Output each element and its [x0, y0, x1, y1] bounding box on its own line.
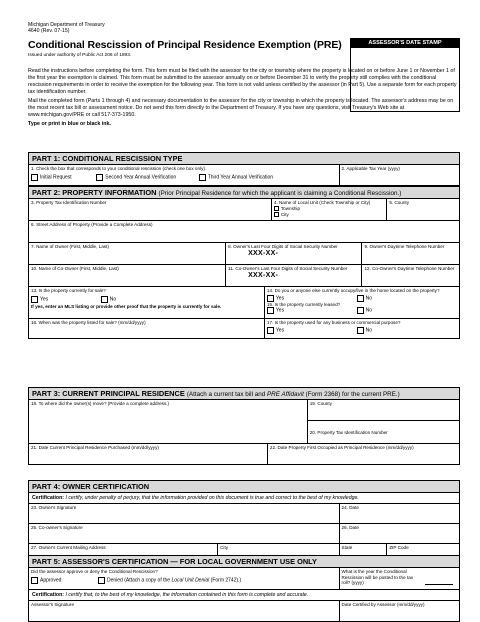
- approved-checkbox[interactable]: [31, 577, 38, 584]
- instructions-p1: Read the instructions before completing the form. This form must be filed with the assessor for the city or township where the property is located on or before June 1 or November 1 of the first year the exemption is claimed. This form must be submitted to the assessor annually on or before December 31 to verify the property still complies with the conditional rescission requirements in order to receive the exemption for the following year. This form is not valid unless certified by the assessor (in Part 5). Use a separate form for each property tax identification number.: [28, 68, 457, 95]
- q16-label: 16. When was the property listed for sale? (mm/dd/yyyy): [31, 320, 146, 325]
- q17-yes-label: Yes: [275, 327, 285, 333]
- tax-roll-year-label: What is the year the Conditional Rescission will be posted to the tax roll? (yyyy): [341, 569, 414, 585]
- q15-yes-checkbox[interactable]: [267, 307, 274, 314]
- q7-label: 7. Name of Owner (First, Middle, Last): [31, 244, 109, 249]
- part5-certification: [29, 590, 459, 601]
- q23-label: 23. Owner's Signature: [31, 505, 77, 510]
- q10-coowner-name-field[interactable]: [29, 265, 226, 286]
- assessor-decision-cell: [29, 568, 340, 589]
- q3-property-id-field[interactable]: [29, 199, 272, 220]
- q27-zip-label: ZIP Code: [389, 545, 409, 550]
- part3-subtitle-italic: PRE Affidavit: [266, 391, 304, 398]
- q11-ssn-prefix: XXX-XX-: [248, 271, 279, 279]
- form-number: 4640 (Rev. 07-15): [28, 28, 70, 34]
- instructions-p3: Type or print in blue or black ink.: [28, 121, 111, 127]
- part5-cert-text: I certify that, to the best of my knowledge, the information contained in this form is complete and accurate.: [64, 592, 309, 598]
- third-year-label: Third Year Annual Verification: [207, 174, 274, 180]
- q9-owner-phone-field[interactable]: [362, 243, 459, 264]
- q9-label: 9. Owner's Daytime Telephone Number: [364, 244, 445, 249]
- q14-q15-cell: [265, 287, 459, 318]
- q17-no-label: No: [365, 327, 373, 333]
- q14-yes-checkbox[interactable]: [267, 295, 274, 302]
- tax-roll-year-field[interactable]: [340, 568, 459, 589]
- q22-date-occupied-field[interactable]: [268, 444, 459, 464]
- denied-label-a: Denied (Attach a copy of the: [106, 577, 172, 583]
- part1-section: [28, 152, 460, 186]
- q2-tax-year-field[interactable]: [340, 165, 459, 185]
- q11-coowner-ssn-field[interactable]: [226, 265, 362, 286]
- part2-title-text: PART 2: PROPERTY INFORMATION: [32, 188, 157, 197]
- q1-cell: [29, 165, 340, 185]
- authority-note: Issued under authority of Public Act 206 of 1893.: [28, 53, 132, 58]
- initial-request-label: Initial Request: [40, 174, 72, 180]
- city-checkbox[interactable]: [274, 212, 279, 217]
- part4-cert-label: Certification:: [32, 495, 64, 501]
- q16-date-listed-field[interactable]: [29, 319, 265, 338]
- q14-yes-label: Yes: [275, 295, 285, 301]
- q10-label: 10. Name of Co-Owner (First, Middle, Last): [31, 266, 119, 271]
- q6-label: 6. Street Address of Property (Provide a Complete Address): [31, 222, 153, 227]
- part3-subtitle-b: (Form 2368) for the current PRE.): [303, 391, 400, 398]
- q17-no-checkbox[interactable]: [357, 327, 364, 334]
- q7-owner-name-field[interactable]: [29, 243, 226, 264]
- q2-label: 2. Applicable Tax Year (yyyy): [341, 166, 400, 171]
- q5-county-field[interactable]: [387, 199, 459, 220]
- denied-label-b: (Form 2742).): [209, 577, 242, 583]
- q13-no-checkbox[interactable]: [101, 296, 108, 303]
- approved-label: Approved: [40, 577, 62, 583]
- q18-label: 18. To where did the owner(s) move? (Provide a complete address.): [31, 401, 170, 406]
- q13-no-label: No: [109, 296, 117, 302]
- assessor-date-label: Date Certified by Assessor (mm/dd/yyyy): [341, 602, 425, 607]
- part1-title: PART 1: CONDITIONAL RESCISSION TYPE: [29, 153, 459, 165]
- q15-label: 15. Is the property currently leased?: [266, 301, 341, 307]
- q15-yes-label: Yes: [275, 307, 285, 314]
- third-year-checkbox[interactable]: [199, 174, 206, 181]
- q14-no-label: No: [365, 295, 373, 301]
- q19-county-field[interactable]: [308, 400, 459, 421]
- denied-label-italic: Local Unit Denial: [171, 577, 210, 583]
- q25-label: 25. Co-owner's Signature: [31, 525, 83, 530]
- township-label: Township: [280, 205, 301, 211]
- part5-section: [28, 555, 460, 622]
- q6-street-address-field[interactable]: [29, 221, 459, 242]
- q13-yes-label: Yes: [40, 296, 49, 302]
- part3-section: [28, 387, 460, 465]
- q15-no-checkbox[interactable]: [357, 307, 364, 314]
- denied-checkbox[interactable]: [98, 577, 105, 584]
- instructions-p2: Mail the completed form (Parts 1 through 4) and necessary documentation to the assessor for the city or township in which the property is located. The assessor's address may be on the most recent tax bill or assessment notice. Do not send this form directly to the Department of Treasury. If you have any questions, visit Treasury's Web site at www.michigan.gov/PRE or call 517-373-1950.: [28, 98, 454, 118]
- part3-subtitle-a: (Attach a current tax bill and: [186, 391, 267, 398]
- q23-owner-signature-field[interactable]: [29, 504, 340, 523]
- q21-date-purchased-field[interactable]: [29, 444, 268, 464]
- q4-local-unit-field[interactable]: [272, 199, 387, 220]
- part4-title: PART 4: OWNER CERTIFICATION: [29, 481, 459, 493]
- part3-title: [29, 388, 459, 400]
- q27-city-label: City: [220, 545, 229, 550]
- part5-title: PART 5: ASSESSOR'S CERTIFICATION — FOR LOCAL GOVERNMENT USE ONLY: [29, 556, 459, 568]
- q5-label: 5. County: [389, 200, 409, 205]
- q26-date-field[interactable]: [340, 524, 459, 543]
- q8-label: 8. Owner's Last Four Digits of Social Security Number: [228, 244, 338, 249]
- part4-certification: [29, 493, 459, 504]
- q20-property-id-field[interactable]: [308, 421, 459, 443]
- q18-new-address-field[interactable]: [29, 400, 308, 443]
- q22-label: 22. Date Property First Occupied as Principal Residence (mm/dd/yyyy): [269, 445, 414, 450]
- department-name: Michigan Department of Treasury: [28, 22, 105, 28]
- initial-request-checkbox[interactable]: [31, 174, 38, 181]
- city-label: City: [280, 211, 289, 217]
- q14-no-checkbox[interactable]: [357, 295, 364, 302]
- approve-question: Did the assessor approve or deny the Conditional Rescission?: [31, 569, 158, 574]
- q13-yes-checkbox[interactable]: [31, 296, 38, 303]
- assessor-signature-field[interactable]: [29, 601, 340, 621]
- form-page: [28, 22, 460, 614]
- part4-section: [28, 480, 460, 563]
- part4-cert-text: I certify, under penalty of perjury, that the information provided on this document is true and correct to the best of my knowledge.: [64, 495, 359, 501]
- assessor-date-field[interactable]: [340, 601, 459, 621]
- q20-label: 20. Property Tax Identification Number: [309, 430, 388, 435]
- q17-yes-checkbox[interactable]: [267, 327, 274, 334]
- stamp-label: ASSESSOR'S DATE STAMP: [351, 39, 459, 48]
- q14-label: 14. Do you or anyone else currently occupy/live in the home located on the property?: [266, 288, 440, 293]
- part5-cert-label: Certification:: [32, 592, 64, 598]
- q8-owner-ssn-field[interactable]: [226, 243, 362, 264]
- q19-label: 19. County: [309, 401, 332, 406]
- q24-label: 24. Date: [341, 505, 359, 510]
- instructions: [28, 68, 460, 130]
- q21-label: 21. Date Current Principal Residence Purchased (mm/dd/yyyy): [31, 445, 159, 450]
- q12-coowner-phone-field[interactable]: [362, 265, 459, 286]
- q25-coowner-signature-field[interactable]: [29, 524, 340, 543]
- q24-date-field[interactable]: [340, 504, 459, 523]
- q8-ssn-prefix: XXX-XX-: [248, 249, 279, 257]
- q3-label: 3. Property Tax Identification Number: [31, 200, 107, 205]
- form-title: Conditional Rescission of Principal Residence Exemption (PRE): [28, 39, 342, 51]
- q13-label: 13. Is the property currently for sale?: [31, 288, 106, 293]
- q27-label: 27. Owner's Current Mailing Address: [31, 545, 106, 550]
- q27-state-label: State: [341, 545, 353, 550]
- q15-no-label: No: [365, 307, 373, 314]
- q17-cell: [265, 319, 459, 338]
- part2-subtitle: (Prior Principal Residence for which the applicant is claiming a Conditional Rescission.): [158, 190, 402, 197]
- part2-title: [29, 187, 459, 199]
- q12-label: 12. Co-Owner's Daytime Telephone Number: [364, 266, 455, 271]
- part2-section: [28, 186, 460, 339]
- q11-label: 11. Co-Owner's Last Four Digits of Social Security Number: [228, 266, 348, 271]
- q13-for-sale-cell: [29, 287, 265, 318]
- second-year-checkbox[interactable]: [96, 174, 103, 181]
- q17-label: 17. Is the property used for any business or commercial purpose?: [266, 320, 401, 325]
- q13-note: If yes, enter an MLS listing or provide other proof that the property is currently for sale.: [31, 303, 222, 309]
- township-checkbox[interactable]: [274, 206, 279, 211]
- q26-label: 26. Date: [341, 525, 359, 530]
- assessor-signature-label: Assessor's Signature: [31, 602, 75, 607]
- tax-roll-year-line: [425, 584, 453, 585]
- second-year-label: Second Year Annual Verification: [105, 174, 177, 180]
- q4-label: 4. Name of Local Unit (Check Township or City): [273, 200, 371, 205]
- q1-label: 1. Check the box that corresponds to your conditional rescission (check one box only).: [31, 166, 207, 171]
- part3-title-text: PART 3: CURRENT PRINCIPAL RESIDENCE: [32, 389, 185, 398]
